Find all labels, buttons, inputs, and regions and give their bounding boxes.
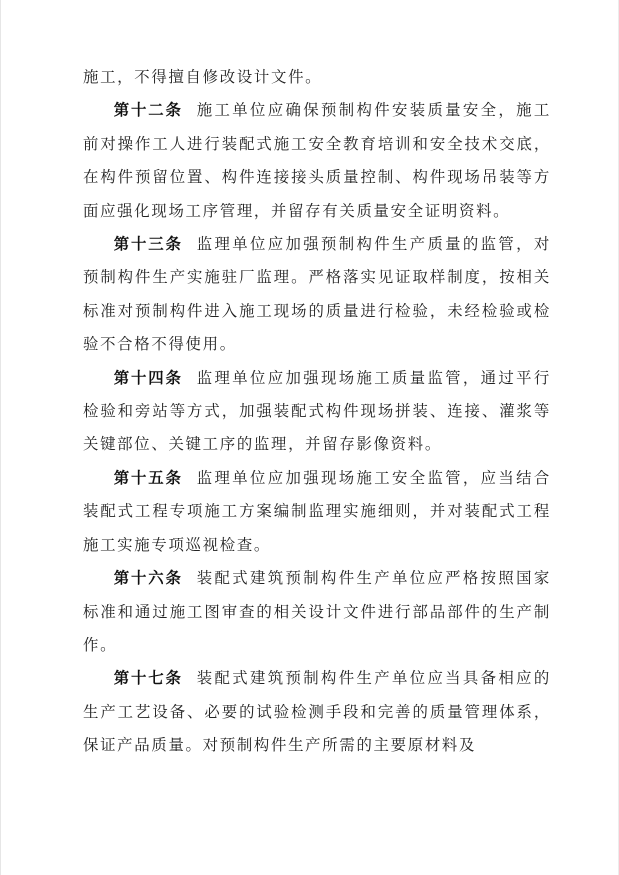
document-body xyxy=(83,61,551,763)
article-number: 第十四条 xyxy=(113,368,183,387)
article-16 xyxy=(83,562,551,662)
article-number: 第十六条 xyxy=(113,569,183,588)
article-number: 第十二条 xyxy=(113,101,183,120)
article-number: 第十三条 xyxy=(113,235,183,254)
article-text: 装配式建筑预制构件生产单位应严格按照国家标准和通过施工图审查的相关设计文件进行部品部件的生产制作。 xyxy=(83,569,551,654)
article-text: 装配式建筑预制构件生产单位应当具备相应的生产工艺设备、必要的试验检测手段和完善的质量管理体系，保证产品质量。对预制构件生产所需的主要原材料及 xyxy=(83,669,551,755)
article-17 xyxy=(83,662,551,762)
paragraph-continuation xyxy=(83,61,551,94)
article-text: 监理单位应加强预制构件生产质量的监管，对预制构件生产实施驻厂监理。严格落实见证取样制度，按相关标准对预制构件进入施工现场的质量进行检验，未经检验或检验不合格不得使用。 xyxy=(83,235,551,354)
article-text: 监理单位应加强现场施工质量监管，通过平行检验和旁站等方式，加强装配式构件现场拼装、连接、灌浆等关键部位、关键工序的监理，并留存影像资料。 xyxy=(83,368,551,454)
article-12 xyxy=(83,94,551,228)
article-text: 监理单位应加强现场施工安全监管，应当结合装配式工程专项施工方案编制监理实施细则，并对装配式工程施工实施专项巡视检查。 xyxy=(83,468,551,554)
article-15 xyxy=(83,462,551,562)
article-13 xyxy=(83,228,551,362)
article-number: 第十五条 xyxy=(113,468,183,487)
article-number: 第十七条 xyxy=(113,669,183,688)
article-text: 施工单位应确保预制构件安装质量安全，施工前对操作工人进行装配式施工安全教育培训和安全技术交底，在构件预留位置、构件连接接头质量控制、构件现场吊装等方面应强化现场工序管理，并留存有关质量安全证明资料。 xyxy=(83,101,551,220)
article-14 xyxy=(83,362,551,462)
paragraph-text: 施工，不得擅自修改设计文件。 xyxy=(83,68,323,86)
